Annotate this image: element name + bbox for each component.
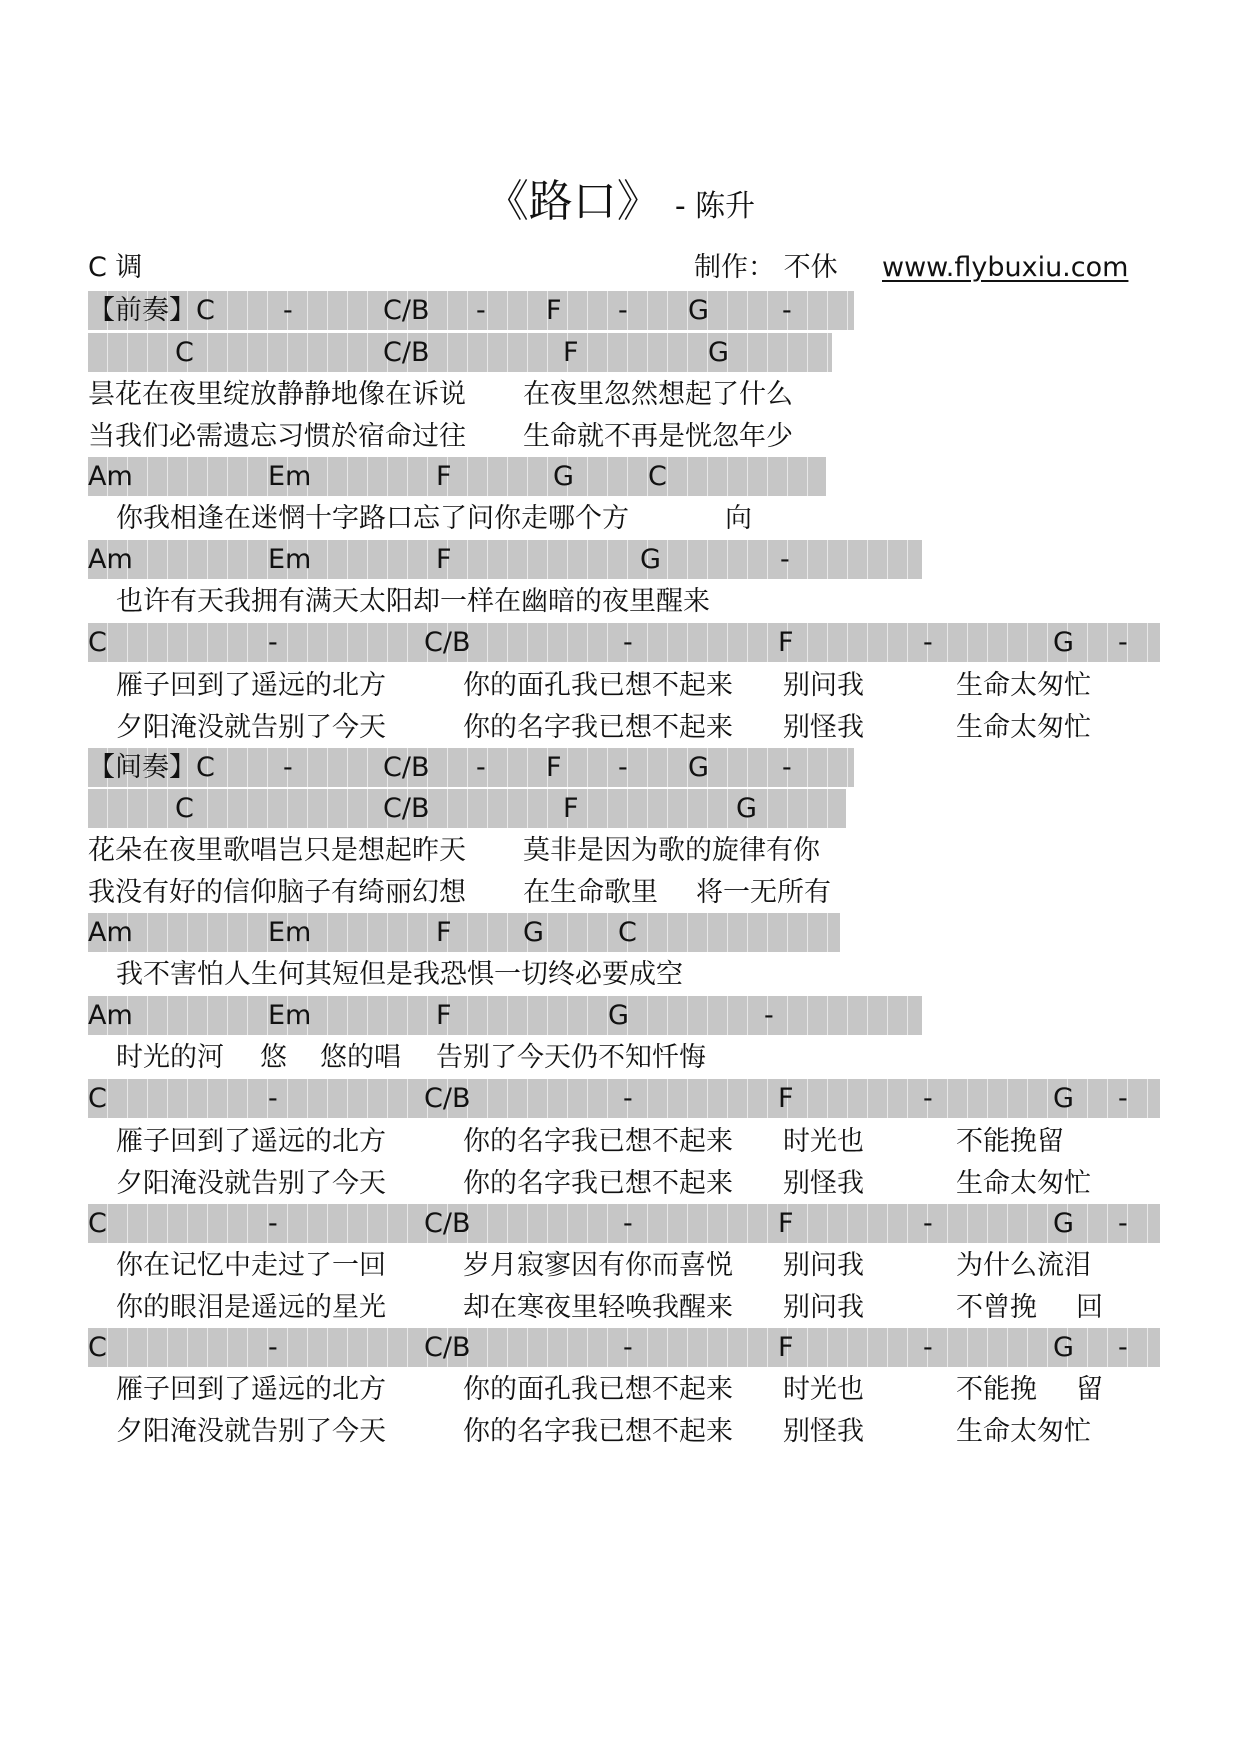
chord-symbol: G <box>1053 627 1074 658</box>
chord-symbol: - <box>268 1083 278 1114</box>
chord-symbol: - <box>1118 1083 1128 1114</box>
lyric-line <box>88 873 1168 912</box>
lyric-phrase: 你在记忆中走过了一回 <box>116 1250 386 1281</box>
chord-symbol: - <box>923 1083 933 1114</box>
lyric-phrase: 别问我 <box>783 1292 864 1323</box>
chord-symbol: C <box>648 461 667 492</box>
lyric-line <box>88 1038 1168 1077</box>
chord-symbol: C/B <box>424 1332 471 1363</box>
chord-symbol: G <box>553 461 574 492</box>
chord-symbol: F <box>778 1332 794 1363</box>
lyric-phrase: 夕阳淹没就告别了今天 <box>116 1168 386 1199</box>
chord-symbol: C/B <box>383 295 430 326</box>
chord-symbol: C/B <box>383 752 430 783</box>
arranger-credit: 制作： 不休 <box>694 252 838 283</box>
lyric-phrase: 雁子回到了遥远的北方 <box>116 1374 386 1405</box>
chord-symbol: - <box>476 752 486 783</box>
chord-symbol: G <box>1053 1083 1074 1114</box>
lyric-phrase: 你的名字我已想不起来 <box>463 1126 733 1157</box>
chord-symbol: C <box>88 1332 107 1363</box>
chord-symbol: C <box>175 337 194 368</box>
chord-symbol: Am <box>88 917 133 948</box>
chord-symbol: - <box>618 752 628 783</box>
song-key: C 调 <box>88 252 143 283</box>
lyric-line <box>88 1164 1168 1203</box>
chord-symbol: Em <box>268 917 312 948</box>
chord-line <box>88 540 922 579</box>
website-link[interactable]: www.flybuxiu.com <box>882 252 1129 283</box>
lyric-phrase: 你的眼泪是遥远的星光 <box>116 1292 386 1323</box>
lyric-line <box>88 666 1168 705</box>
lyric-phrase: 不能挽留 <box>956 1126 1064 1157</box>
lyric-phrase: 雁子回到了遥远的北方 <box>116 1126 386 1157</box>
chord-line <box>88 291 854 330</box>
chord-symbol: - <box>623 1208 633 1239</box>
lyric-phrase: 生命太匆忙 <box>956 1416 1091 1447</box>
lyric-phrase: 别问我 <box>783 670 864 701</box>
chord-line <box>88 1204 1160 1243</box>
lyric-phrase: 别怪我 <box>783 1416 864 1447</box>
lyric-line <box>88 582 1168 621</box>
chord-symbol: - <box>268 627 278 658</box>
lyric-phrase: 雁子回到了遥远的北方 <box>116 670 386 701</box>
chord-symbol: Em <box>268 461 312 492</box>
chord-symbol: Em <box>268 1000 312 1031</box>
chord-symbol: G <box>688 752 709 783</box>
lyric-phrase: 夕阳淹没就告别了今天 <box>116 712 386 743</box>
chord-symbol: F <box>436 1000 452 1031</box>
chord-line <box>88 913 840 952</box>
lyric-phrase: 生命太匆忙 <box>956 1168 1091 1199</box>
lyric-phrase: 在生命歌里 <box>523 877 658 908</box>
lyric-line <box>88 831 1168 870</box>
lyric-phrase: 不能挽 <box>956 1374 1037 1405</box>
chord-symbol: - <box>923 1332 933 1363</box>
lyric-line <box>88 955 1168 994</box>
song-artist: - 陈升 <box>674 189 756 224</box>
lyric-phrase: 你的名字我已想不起来 <box>463 1168 733 1199</box>
chord-symbol: - <box>780 544 790 575</box>
lyric-line <box>88 375 1168 414</box>
chord-symbol: C/B <box>424 627 471 658</box>
chord-symbol: - <box>782 752 792 783</box>
chord-symbol: - <box>923 1208 933 1239</box>
lyric-phrase: 生命太匆忙 <box>956 670 1091 701</box>
chord-symbol: C/B <box>424 1208 471 1239</box>
chord-symbol: - <box>923 627 933 658</box>
lyric-phrase: 当我们必需遗忘习惯於宿命过往 <box>88 421 466 452</box>
lyric-phrase: 留 <box>1076 1374 1103 1405</box>
chord-symbol: G <box>736 793 757 824</box>
chord-symbol: G <box>688 295 709 326</box>
chord-symbol: F <box>778 627 794 658</box>
lyric-phrase: 生命太匆忙 <box>956 712 1091 743</box>
chord-symbol: - <box>1118 1208 1128 1239</box>
lyric-phrase: 你的面孔我已想不起来 <box>463 1374 733 1405</box>
chord-symbol: Am <box>88 461 133 492</box>
lyric-phrase: 你我相逢在迷惘十字路口忘了问你走哪个方 <box>116 503 629 534</box>
lyric-phrase: 向 <box>725 503 752 534</box>
lyric-phrase: 不曾挽 <box>956 1292 1037 1323</box>
lyric-line <box>88 1412 1168 1451</box>
chord-symbol: - <box>764 1000 774 1031</box>
lyric-phrase: 夕阳淹没就告别了今天 <box>116 1416 386 1447</box>
chord-symbol: C <box>618 917 637 948</box>
chord-symbol: - <box>476 295 486 326</box>
chord-symbol: C/B <box>424 1083 471 1114</box>
chord-symbol: - <box>618 295 628 326</box>
chord-line <box>88 1328 1160 1367</box>
chord-symbol: G <box>608 1000 629 1031</box>
chord-line <box>88 457 826 496</box>
chord-symbol: F <box>546 752 562 783</box>
chord-symbol: 【间奏】C <box>88 752 215 783</box>
lyric-phrase: 生命就不再是恍忽年少 <box>523 421 793 452</box>
chord-symbol: C/B <box>383 793 430 824</box>
chord-symbol: - <box>1118 1332 1128 1363</box>
chord-symbol: G <box>640 544 661 575</box>
chord-symbol: C <box>88 627 107 658</box>
chord-symbol: F <box>546 295 562 326</box>
lyric-line <box>88 1288 1168 1327</box>
lyric-phrase: 回 <box>1076 1292 1103 1323</box>
song-title: 《路口》 <box>484 176 661 227</box>
chord-symbol: - <box>782 295 792 326</box>
lyric-line <box>88 1246 1168 1285</box>
song-title-block <box>0 172 1240 237</box>
lyric-phrase: 却在寒夜里轻唤我醒来 <box>463 1292 733 1323</box>
lyric-phrase: 你的名字我已想不起来 <box>463 1416 733 1447</box>
lyric-phrase: 别问我 <box>783 1250 864 1281</box>
chord-line <box>88 996 922 1035</box>
lyric-phrase: 我没有好的信仰脑子有绮丽幻想 <box>88 877 466 908</box>
lyric-phrase: 为什么流泪 <box>956 1250 1091 1281</box>
chord-symbol: 【前奏】C <box>88 295 215 326</box>
lyric-line <box>88 1122 1168 1161</box>
chord-symbol: - <box>623 1083 633 1114</box>
lyric-phrase: 别怪我 <box>783 1168 864 1199</box>
chord-symbol: G <box>523 917 544 948</box>
lyric-phrase: 岁月寂寥因有你而喜悦 <box>463 1250 733 1281</box>
chord-symbol: G <box>1053 1208 1074 1239</box>
chord-symbol: F <box>778 1208 794 1239</box>
chord-symbol: F <box>436 917 452 948</box>
chord-symbol: - <box>268 1208 278 1239</box>
chord-line <box>88 789 846 828</box>
lyric-phrase: 你的面孔我已想不起来 <box>463 670 733 701</box>
lyric-line <box>88 417 1168 456</box>
chord-symbol: - <box>283 752 293 783</box>
lyric-phrase: 别怪我 <box>783 712 864 743</box>
chord-symbol: - <box>283 295 293 326</box>
chord-symbol: - <box>268 1332 278 1363</box>
lyric-phrase: 你的名字我已想不起来 <box>463 712 733 743</box>
lyric-line <box>88 1370 1168 1409</box>
lyric-phrase: 将一无所有 <box>696 877 831 908</box>
chord-symbol: - <box>623 627 633 658</box>
lyric-phrase: 昙花在夜里绽放静静地像在诉说 <box>88 379 466 410</box>
lyric-phrase: 花朵在夜里歌唱岂只是想起昨天 <box>88 835 466 866</box>
chord-symbol: C <box>175 793 194 824</box>
lyric-phrase: 时光也 <box>783 1126 864 1157</box>
chord-symbol: F <box>563 793 579 824</box>
chord-symbol: G <box>1053 1332 1074 1363</box>
chord-symbol: Em <box>268 544 312 575</box>
chord-symbol: F <box>436 461 452 492</box>
lyric-phrase: 时光也 <box>783 1374 864 1405</box>
chord-symbol: G <box>708 337 729 368</box>
lyric-phrase: 悠 <box>260 1042 287 1073</box>
lyric-line <box>88 499 1168 538</box>
chord-line <box>88 623 1160 662</box>
chord-line <box>88 748 854 787</box>
chord-symbol: C <box>88 1208 107 1239</box>
lyric-line <box>88 708 1168 747</box>
lyric-phrase: 莫非是因为歌的旋律有你 <box>523 835 820 866</box>
lyric-phrase: 我不害怕人生何其短但是我恐惧一切终必要成空 <box>116 959 683 990</box>
chord-symbol: F <box>563 337 579 368</box>
chord-symbol: F <box>778 1083 794 1114</box>
chord-symbol: F <box>436 544 452 575</box>
lyric-phrase: 悠的唱 <box>320 1042 401 1073</box>
lyric-phrase: 告别了今天仍不知忏悔 <box>436 1042 706 1073</box>
chord-symbol: Am <box>88 1000 133 1031</box>
chord-line <box>88 333 832 372</box>
chord-symbol: C <box>88 1083 107 1114</box>
lyric-phrase: 在夜里忽然想起了什么 <box>523 379 793 410</box>
chord-symbol: C/B <box>383 337 430 368</box>
chord-line <box>88 1079 1160 1118</box>
lyric-phrase: 也许有天我拥有满天太阳却一样在幽暗的夜里醒来 <box>116 586 710 617</box>
lyric-phrase: 时光的河 <box>116 1042 224 1073</box>
chord-symbol: - <box>623 1332 633 1363</box>
chord-symbol: Am <box>88 544 133 575</box>
chord-symbol: - <box>1118 627 1128 658</box>
